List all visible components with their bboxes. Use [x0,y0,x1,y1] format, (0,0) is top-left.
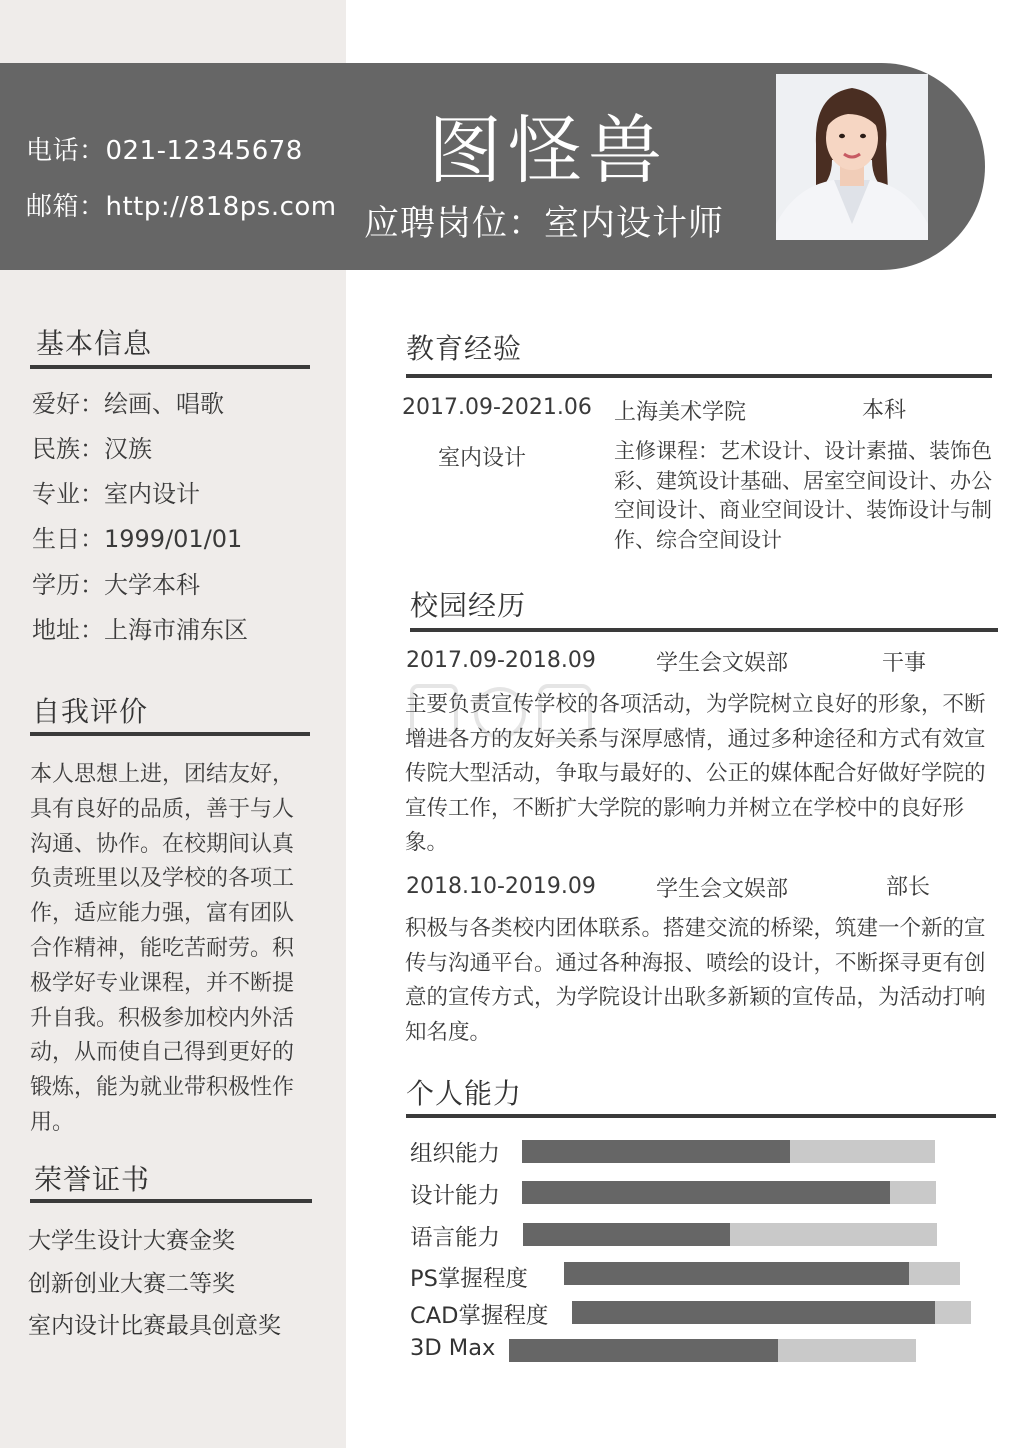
skill-bar-track [523,1223,937,1246]
campus-period: 2017.09-2018.09 [406,648,596,673]
skill-bar-fill [523,1223,730,1246]
info-education: 学历：大学本科 [32,571,200,599]
skill-label: 语言能力 [410,1225,501,1251]
education-courses: 主修课程：艺术设计、设计素描、装饰色彩、建筑设计基础、居室空间设计、办公空间设计、商业空间设计、装饰设计与制作、综合空间设计 [614,439,992,552]
campus-org: 学生会文娱部 [656,651,789,676]
self-eval-title: 自我评价 [32,695,149,728]
education-school: 上海美术学院 [614,400,747,425]
skill-bar-fill [522,1140,790,1163]
skill-bar-track [522,1181,936,1204]
skills-title: 个人能力 [406,1077,523,1110]
campus-desc: 主要负责宣传学校的各项活动，为学院树立良好的形象，不断增进各方的友好关系与深厚感情，通过多种途径和方式有效宣传院大型活动，争取与最好的、公正的媒体配合好做好学院的宣传工作，不断扩大学院的影响力并树立在学校中的良好形象。 [405,692,986,856]
education-period: 2017.09-2021.06 [402,395,592,420]
honor-item: 大学生设计大赛金奖 [28,1228,235,1254]
skill-bar-fill [572,1301,935,1324]
skill-label: CAD掌握程度 [410,1303,549,1329]
honors-divider [30,1199,312,1203]
email-link[interactable]: 邮箱：http://818ps.com [26,192,337,222]
skill-label: 设计能力 [410,1183,501,1209]
education-degree: 本科 [862,398,907,423]
skill-label: PS掌握程度 [410,1266,528,1292]
skill-bar-fill [509,1339,778,1362]
skill-bar-fill [564,1262,909,1285]
portrait-image [776,74,928,240]
skill-bar-track [522,1140,935,1163]
honor-item: 创新创业大赛二等奖 [28,1271,235,1297]
education-major: 室内设计 [438,446,527,471]
campus-title: 校园经历 [410,589,527,622]
honors-title: 荣誉证书 [34,1163,151,1196]
campus-desc: 积极与各类校内团体联系。搭建交流的桥梁，筑建一个新的宣传与沟通平台。通过各种海报、喷绘的设计，不断探寻更有创意的宣传方式，为学院设计出耿多新颖的宣传品，为活动打响知名度。 [405,916,986,1045]
skills-divider [406,1114,996,1118]
campus-divider [410,628,998,632]
self-eval-divider [30,732,310,736]
profile-photo [776,74,928,240]
skill-bar-track [564,1262,960,1285]
info-address: 地址：上海市浦东区 [32,616,248,644]
skill-bar-fill [522,1181,890,1204]
skill-label: 组织能力 [410,1141,501,1167]
watermark-logo [408,678,598,748]
campus-period: 2018.10-2019.09 [406,874,596,899]
basic-info-divider [30,365,310,369]
honor-item: 室内设计比赛最具创意奖 [28,1313,281,1339]
info-hobby: 爱好：绘画、唱歌 [32,390,224,418]
self-eval-text: 本人思想上进，团结友好，具有良好的品质，善于与人沟通、协作。在校期间认真负责班里以及学校的各项工作，适应能力强，富有团队合作精神，能吃苦耐劳。积极学好专业课程，并不断提升自我。积极参加校内外活动，从而使自己得到更好的锻炼，能为就业带积极性作用。 [30,762,295,1135]
skill-label: 3D Max [410,1335,496,1361]
candidate-name: 图怪兽 [428,108,668,194]
phone-text: 电话：021-12345678 [26,136,303,166]
info-ethnicity: 民族：汉族 [32,435,152,463]
skill-bar-track [572,1301,971,1324]
campus-role: 干事 [882,651,927,676]
info-major: 专业：室内设计 [32,480,200,508]
applied-position: 应聘岗位：室内设计师 [364,204,725,244]
education-divider [406,374,992,378]
basic-info-title: 基本信息 [36,327,153,360]
campus-org: 学生会文娱部 [656,877,789,902]
campus-role: 部长 [886,875,931,900]
education-title: 教育经验 [406,332,523,365]
info-birthday: 生日：1999/01/01 [32,525,243,553]
skill-bar-track [509,1339,916,1362]
